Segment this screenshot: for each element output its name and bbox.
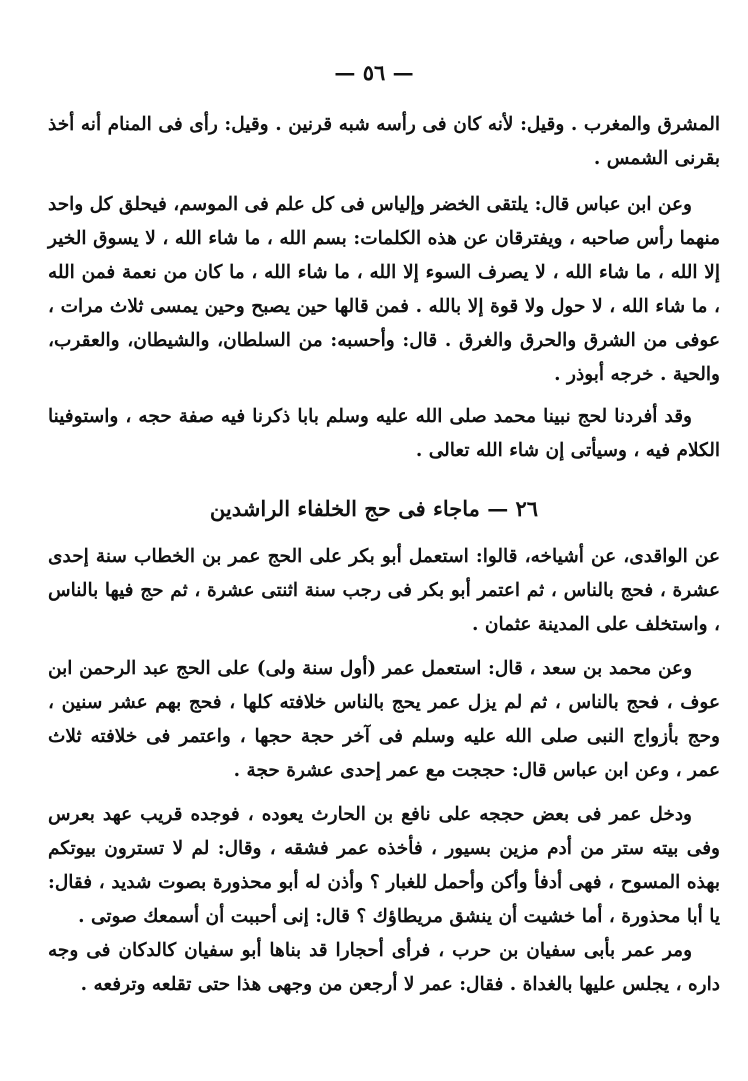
paragraph-nafi-ibn-harith: ودخل عمر فى بعض حججه على نافع بن الحارث يعوده ، فوجده قريب عهد بعرس وفى بيته ستر من أدم مزين بسيور ، فأخذه عمر فشقه ، وقال: لم لا تسترون بيوتكم بهذه المسوح ، فهى أدفأ وأكن وأحمل للغبار ؟ وأذن له أبو محذورة بصوت شديد ، فقال: يا أبا محذورة ، أما خشيت أن ينشق مريطاؤك ؟ قال: إنى أحببت أن أسمعك صوتى . xyxy=(48,804,720,927)
paragraph-dhul-qarnayn: المشرق والمغرب . وقيل: لأنه كان فى رأسه شبه قرنين . وقيل: رأى فى المنام أنه أخذ بقرنى الشمس . xyxy=(48,114,720,169)
paragraph-prophet-hajj: وقد أفردنا لحج نبينا محمد صلى الله عليه وسلم بابا ذكرنا فيه صفة حجه ، واستوفينا الكلام فيه ، وسيأتى إن شاء الله تعالى . xyxy=(48,406,720,461)
paragraph-khidr-ilyas: وعن ابن عباس قال: يلتقى الخضر وإلياس فى كل علم فى الموسم، فيحلق كل واحد منهما رأس صاحبه ، ويفترقان عن هذه الكلمات: بسم الله ، ما شاء الله ، لا يسوق الخير إلا الله ، ما شاء الله ، لا يصرف السوء إلا الله ، ما شاء الله ، ما كان من نعمة فمن الله ، ما شاء الله ، لا حول ولا قوة إلا بالله . فمن قالها حين يصبح وحين يمسى ثلاث مرات ، عوفى من الشرق والحرق والغرق . قال: وأحسبه: من السلطان، والشيطان، والعقرب، والحية . خرجه أبوذر . xyxy=(48,194,720,385)
text-block-top xyxy=(48,108,720,468)
paragraph-ibn-saad: وعن محمد بن سعد ، قال: استعمل عمر (أول سنة ولى) على الحج عبد الرحمن ابن عوف ، فحج بالناس ، ثم لم يزل عمر يحج بالناس خلافته كلها ، فحج بهم عشر سنين ، وحج بأزواج النبى صلى الله عليه وسلم فى آخر حجة حجها ، واعتمر فى خلافته ثلاث عمر ، وعن ابن عباس قال: حججت مع عمر إحدى عشرة حجة . xyxy=(48,658,720,781)
paragraph-abu-sufyan: ومر عمر بأبى سفيان بن حرب ، فرأى أحجارا قد بناها أبو سفيان كالدكان فى وجه داره ، يجلس عليها بالغداة . فقال: عمر لا أرجعن من وجهى هذا حتى تقلعه وترفعه . xyxy=(48,940,720,995)
page-number: — ٥٦ — xyxy=(334,60,414,85)
text-block-bottom xyxy=(48,540,720,1002)
paragraph-waqidi: عن الواقدى، عن أشياخه، قالوا: استعمل أبو بكر على الحج عمر بن الخطاب سنة إحدى عشرة ، فحج بالناس ، ثم اعتمر أبو بكر فى رجب سنة اثنتى عشرة ، ثم حج فيها بالناس ، واستخلف على المدينة عثمان . xyxy=(48,546,720,635)
section-heading: ٢٦ — ماجاء فى حج الخلفاء الراشدين xyxy=(209,496,539,521)
